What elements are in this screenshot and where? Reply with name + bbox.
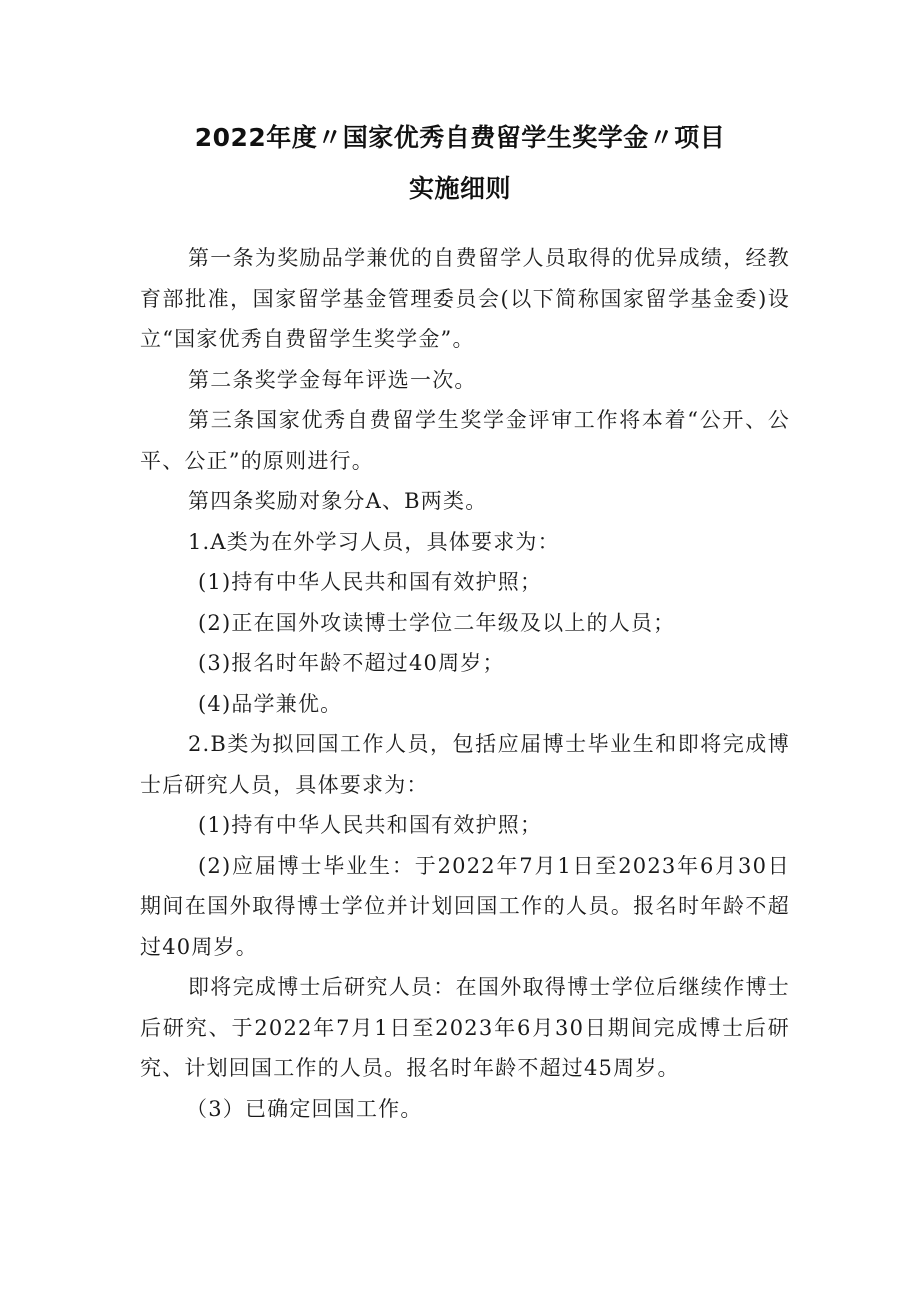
document-subtitle: 实施细则 xyxy=(408,174,511,203)
category-a-item-4: (4)品学兼优。 xyxy=(198,691,343,716)
category-b-postdoc: 即将完成博士后研究人员：在国外取得博士学位后继续作博士后研究、于2022年7月1日至2023年6月30日期间完成博士后研究、计划回国工作的人员。报名时年龄不超过45周岁。 xyxy=(140,975,790,1080)
category-b-item-1: (1)持有中华人民共和国有效护照； xyxy=(198,813,543,837)
category-b-heading: 2.B类为拟回国工作人员，包括应届博士毕业生和即将完成博士后研究人员，具体要求为： xyxy=(140,732,790,797)
category-a-item-2: (2)正在国外攻读博士学位二年级及以上的人员； xyxy=(198,610,676,635)
category-a-item-1: (1)持有中华人民共和国有效护照； xyxy=(198,570,543,594)
category-b-item-3: （3）已确定回国工作。 xyxy=(186,1096,423,1121)
article-3: 第三条国家优秀自费留学生奖学金评审工作将本着“公开、公平、公正”的原则进行。 xyxy=(140,408,790,473)
category-b-item-2: (2)应届博士毕业生：于2022年7月1日至2023年6月30日期间在国外取得博士学位并计划回国工作的人员。报名时年龄不超过40周岁。 xyxy=(140,853,790,959)
document-body xyxy=(140,238,790,1129)
article-1: 第一条为奖励品学兼优的自费留学人员取得的优异成绩，经教育部批准，国家留学基金管理委员会(以下简称国家留学基金委)设立“国家优秀自费留学生奖学金”。 xyxy=(140,246,790,351)
article-4: 第四条奖励对象分A、B两类。 xyxy=(188,489,488,513)
document-title: 2022年度〃国家优秀自费留学生奖学金〃项目 xyxy=(194,123,726,152)
article-2: 第二条奖学金每年评选一次。 xyxy=(188,367,477,392)
category-a-heading: 1.A类为在外学习人员，具体要求为： xyxy=(188,529,560,554)
category-a-item-3: (3)报名时年龄不超过40周岁； xyxy=(198,651,505,675)
